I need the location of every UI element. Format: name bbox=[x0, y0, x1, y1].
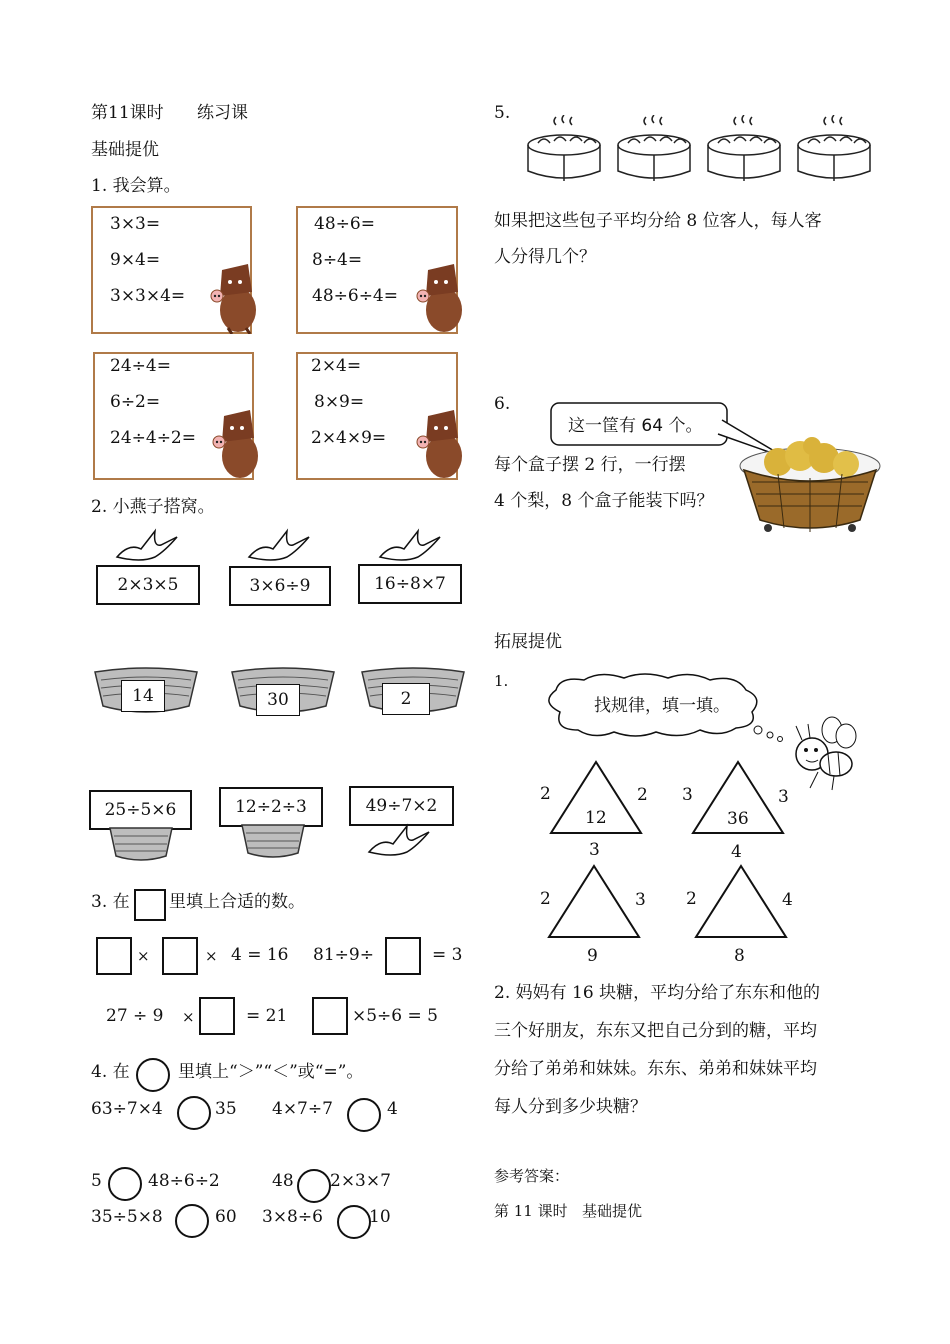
answer-box[interactable] bbox=[199, 997, 235, 1035]
calc-line: 8×9= bbox=[314, 392, 365, 412]
triangle-left-number: 2 bbox=[686, 889, 697, 909]
compare-right: 2×3×7 bbox=[330, 1171, 391, 1191]
equation-pre: 27 ÷ 9 bbox=[106, 1006, 164, 1026]
swallow-icon bbox=[115, 527, 179, 565]
triangle-bottom-number: 4 bbox=[731, 842, 742, 862]
cloud-text: 找规律，填一填。 bbox=[594, 696, 730, 716]
compare-right: 60 bbox=[215, 1207, 237, 1227]
nest-number: 30 bbox=[256, 684, 300, 716]
compare-circle[interactable] bbox=[175, 1204, 209, 1238]
compare-left: 63÷7×4 bbox=[91, 1099, 163, 1119]
section-extend-title: 拓展提优 bbox=[494, 632, 562, 652]
q4-title-post: 里填上“＞”“＜”或“=”。 bbox=[178, 1062, 364, 1082]
q2-title: 2. 小燕子搭窝。 bbox=[91, 497, 215, 517]
lesson-number: 第11课时 bbox=[91, 103, 164, 123]
times-sign: × bbox=[182, 1008, 195, 1026]
q6-number: 6. bbox=[494, 394, 511, 414]
bird-expression: 16÷8×7 bbox=[358, 564, 462, 604]
q5-text-line2: 人分得几个？ bbox=[494, 247, 596, 267]
q4-title-pre: 4. 在 bbox=[91, 1062, 130, 1082]
steamed-buns-icon bbox=[526, 115, 882, 183]
nest-expression: 49÷7×2 bbox=[349, 786, 454, 826]
bubble-text: 这一筐有 64 个。 bbox=[568, 416, 703, 436]
extend-q2-line2: 三个好朋友，东东又把自己分到的糖，平均 bbox=[494, 1021, 817, 1041]
times-sign: × bbox=[137, 947, 150, 965]
calc-line: 24÷4÷2= bbox=[110, 428, 196, 448]
q3-title-pre: 3. 在 bbox=[91, 892, 130, 912]
compare-circle[interactable] bbox=[297, 1169, 331, 1203]
nest-icon bbox=[240, 823, 306, 859]
triangle-left-number: 3 bbox=[682, 785, 693, 805]
equation-post: = 3 bbox=[432, 945, 463, 965]
answer-box[interactable] bbox=[96, 937, 132, 975]
equation-post: = 21 bbox=[246, 1006, 288, 1026]
compare-circle[interactable] bbox=[337, 1205, 371, 1239]
nest-expression: 12÷2÷3 bbox=[219, 787, 323, 827]
triangle-right-number: 3 bbox=[635, 890, 646, 910]
compare-circle[interactable] bbox=[108, 1167, 142, 1201]
triangle-right-number: 2 bbox=[637, 785, 648, 805]
triangle-shape bbox=[694, 864, 788, 940]
answers-lesson: 第 11 课时 bbox=[494, 1202, 568, 1220]
compare-right: 10 bbox=[369, 1207, 391, 1227]
compare-right: 48÷6÷2 bbox=[148, 1171, 220, 1191]
triangle-left-number: 2 bbox=[540, 784, 551, 804]
section-basic-title: 基础提优 bbox=[91, 140, 159, 160]
q1-title: 1. 我会算。 bbox=[91, 176, 181, 196]
q3-title-post: 里填上合适的数。 bbox=[169, 892, 305, 912]
calc-line: 2×4= bbox=[311, 356, 362, 376]
answers-section: 基础提优 bbox=[582, 1202, 643, 1220]
calc-line: 3×3= bbox=[110, 214, 161, 234]
bee-icon bbox=[788, 716, 860, 792]
bird-expression: 3×6÷9 bbox=[229, 566, 331, 606]
equation-pre: 81÷9÷ bbox=[313, 945, 374, 965]
triangle-bottom-number: 3 bbox=[589, 840, 600, 860]
extend-q1-number: 1. bbox=[494, 672, 509, 690]
times-sign: × bbox=[205, 947, 218, 965]
nest-expression: 25÷5×6 bbox=[89, 790, 192, 830]
nest-number: 2 bbox=[382, 683, 430, 715]
q5-text-line1: 如果把这些包子平均分给 8 位客人，每人客 bbox=[494, 211, 822, 231]
compare-left: 35÷5×8 bbox=[91, 1207, 163, 1227]
triangle-shape bbox=[547, 864, 641, 940]
compare-left: 4×7÷7 bbox=[272, 1099, 333, 1119]
compare-left: 3×8÷6 bbox=[262, 1207, 323, 1227]
lesson-type: 练习课 bbox=[197, 103, 248, 123]
calc-line: 9×4= bbox=[110, 250, 161, 270]
pear-basket-icon bbox=[738, 436, 882, 536]
triangle-inner-number: 36 bbox=[727, 809, 749, 829]
bird-expression: 2×3×5 bbox=[96, 565, 200, 605]
calc-line: 48÷6= bbox=[314, 214, 375, 234]
answer-box[interactable] bbox=[312, 997, 348, 1035]
q6-text-line1: 每个盒子摆 2 行，一行摆 bbox=[494, 455, 686, 475]
calc-line: 6÷2= bbox=[110, 392, 161, 412]
triangle-bottom-number: 9 bbox=[587, 946, 598, 966]
compare-right: 4 bbox=[387, 1099, 398, 1119]
calc-line: 3×3×4= bbox=[110, 286, 186, 306]
nest-number: 14 bbox=[121, 680, 165, 712]
boar-icon bbox=[414, 262, 466, 334]
extend-q2-line4: 每人分到多少块糖？ bbox=[494, 1097, 647, 1117]
answers-title: 参考答案： bbox=[494, 1167, 570, 1185]
compare-circle[interactable] bbox=[347, 1098, 381, 1132]
swallow-icon bbox=[367, 822, 431, 860]
answer-box[interactable] bbox=[385, 937, 421, 975]
swallow-icon bbox=[378, 527, 442, 565]
calc-line: 48÷6÷4= bbox=[312, 286, 398, 306]
q6-text-line2: 4 个梨，8 个盒子能装下吗？ bbox=[494, 491, 714, 511]
calc-line: 24÷4= bbox=[110, 356, 171, 376]
extend-q2-line3: 分给了弟弟和妹妹。东东、弟弟和妹妹平均 bbox=[494, 1059, 817, 1079]
compare-circle[interactable] bbox=[177, 1096, 211, 1130]
compare-left: 5 bbox=[91, 1171, 102, 1191]
compare-left: 48 bbox=[272, 1171, 294, 1191]
compare-right: 35 bbox=[215, 1099, 237, 1119]
triangle-right-number: 4 bbox=[782, 890, 793, 910]
calc-line: 8÷4= bbox=[312, 250, 363, 270]
extend-q2-line1: 2. 妈妈有 16 块糖，平均分给了东东和他的 bbox=[494, 983, 821, 1003]
answer-box[interactable] bbox=[134, 889, 166, 921]
triangle-inner-number: 12 bbox=[585, 808, 607, 828]
equation-rest: 4 = 16 bbox=[231, 945, 289, 965]
swallow-icon bbox=[247, 527, 311, 565]
nest-icon bbox=[108, 826, 174, 862]
calc-line: 2×4×9= bbox=[311, 428, 387, 448]
equation-post: ×5÷6 = 5 bbox=[352, 1006, 438, 1026]
q5-number: 5. bbox=[494, 103, 511, 123]
triangle-bottom-number: 8 bbox=[734, 946, 745, 966]
compare-circle[interactable] bbox=[136, 1058, 170, 1092]
triangle-right-number: 3 bbox=[778, 787, 789, 807]
boar-icon bbox=[208, 262, 260, 334]
answer-box[interactable] bbox=[162, 937, 198, 975]
boar-icon bbox=[414, 408, 466, 480]
triangle-left-number: 2 bbox=[540, 889, 551, 909]
boar-icon bbox=[210, 408, 262, 480]
